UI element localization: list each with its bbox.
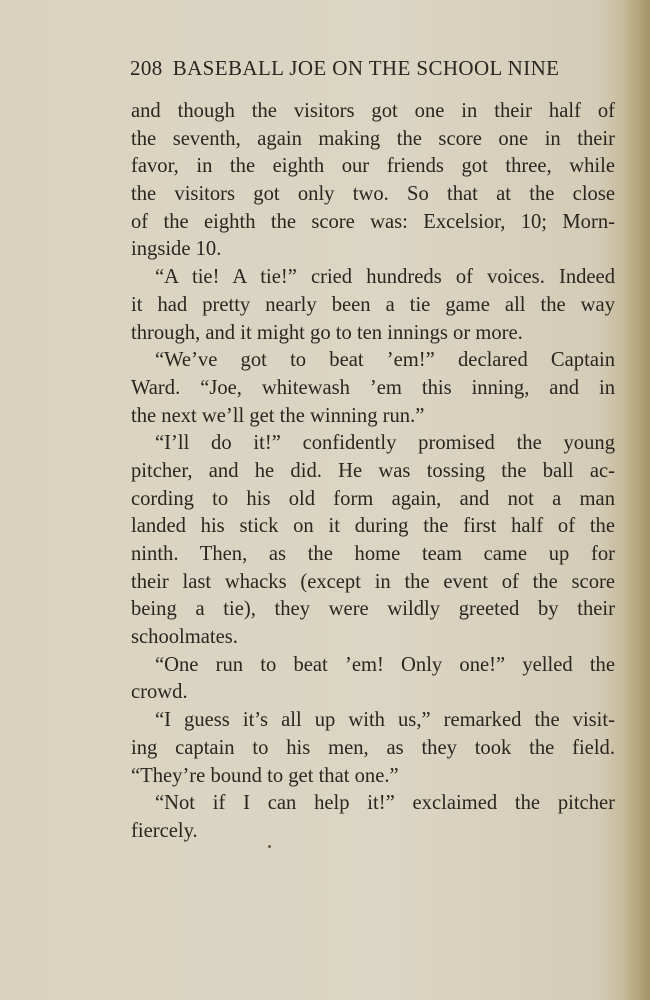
text-line: pitcher, and he did. He was tossing the ball ac- (131, 459, 615, 482)
text-line: their last whacks (except in the event of the score (131, 570, 615, 593)
text-line: through, and it might go to ten innings or more. (131, 321, 523, 344)
page-edge-shadow (622, 0, 650, 1000)
text-line: ninth. Then, as the home team came up for (131, 543, 615, 565)
text-line: Ward. “Joe, whitewash ’em this inning, and in (131, 376, 615, 399)
text-line: schoolmates. (131, 626, 238, 649)
text-line: landed his stick on it during the first half of the (131, 515, 615, 538)
text-line: ing captain to his men, as they took the field. (131, 736, 615, 759)
text-line: “I guess it’s all up with us,” remarked the visit- (155, 709, 615, 732)
text-line: being a tie), they were wildly greeted by their (131, 598, 615, 621)
ink-speck (268, 845, 271, 848)
text-line: cording to his old form again, and not a man (131, 487, 615, 510)
running-title: BASEBALL JOE ON THE SCHOOL NINE (172, 56, 560, 80)
text-line: “They’re bound to get that one.” (131, 764, 399, 787)
text-line: it had pretty nearly been a tie game all the way (131, 293, 615, 316)
text-line: the seventh, again making the score one in their (131, 127, 615, 150)
page-number: 208 (130, 56, 163, 80)
text-line: favor, in the eighth our friends got three, while (131, 155, 615, 178)
text-line: and though the visitors got one in their half of (131, 100, 615, 122)
text-line: “One run to beat ’em! Only one!” yelled the (155, 653, 615, 676)
text-line: “Not if I can help it!” exclaimed the pitcher (155, 792, 615, 815)
running-header (130, 56, 614, 88)
text-line: crowd. (131, 681, 188, 704)
text-line: “A tie! A tie!” cried hundreds of voices. Indeed (155, 266, 615, 289)
body-text (131, 98, 615, 846)
text-line: fiercely. (131, 819, 198, 842)
text-line: the next we’ll get the winning run.” (131, 404, 425, 427)
text-line: the visitors got only two. So that at the close (131, 183, 615, 206)
text-line: “I’ll do it!” confidently promised the young (155, 432, 615, 455)
text-line: of the eighth the score was: Excelsior, 10; Morn- (131, 210, 615, 233)
text-line: ingside 10. (131, 238, 222, 261)
text-line: “We’ve got to beat ’em!” declared Captain (155, 349, 615, 372)
